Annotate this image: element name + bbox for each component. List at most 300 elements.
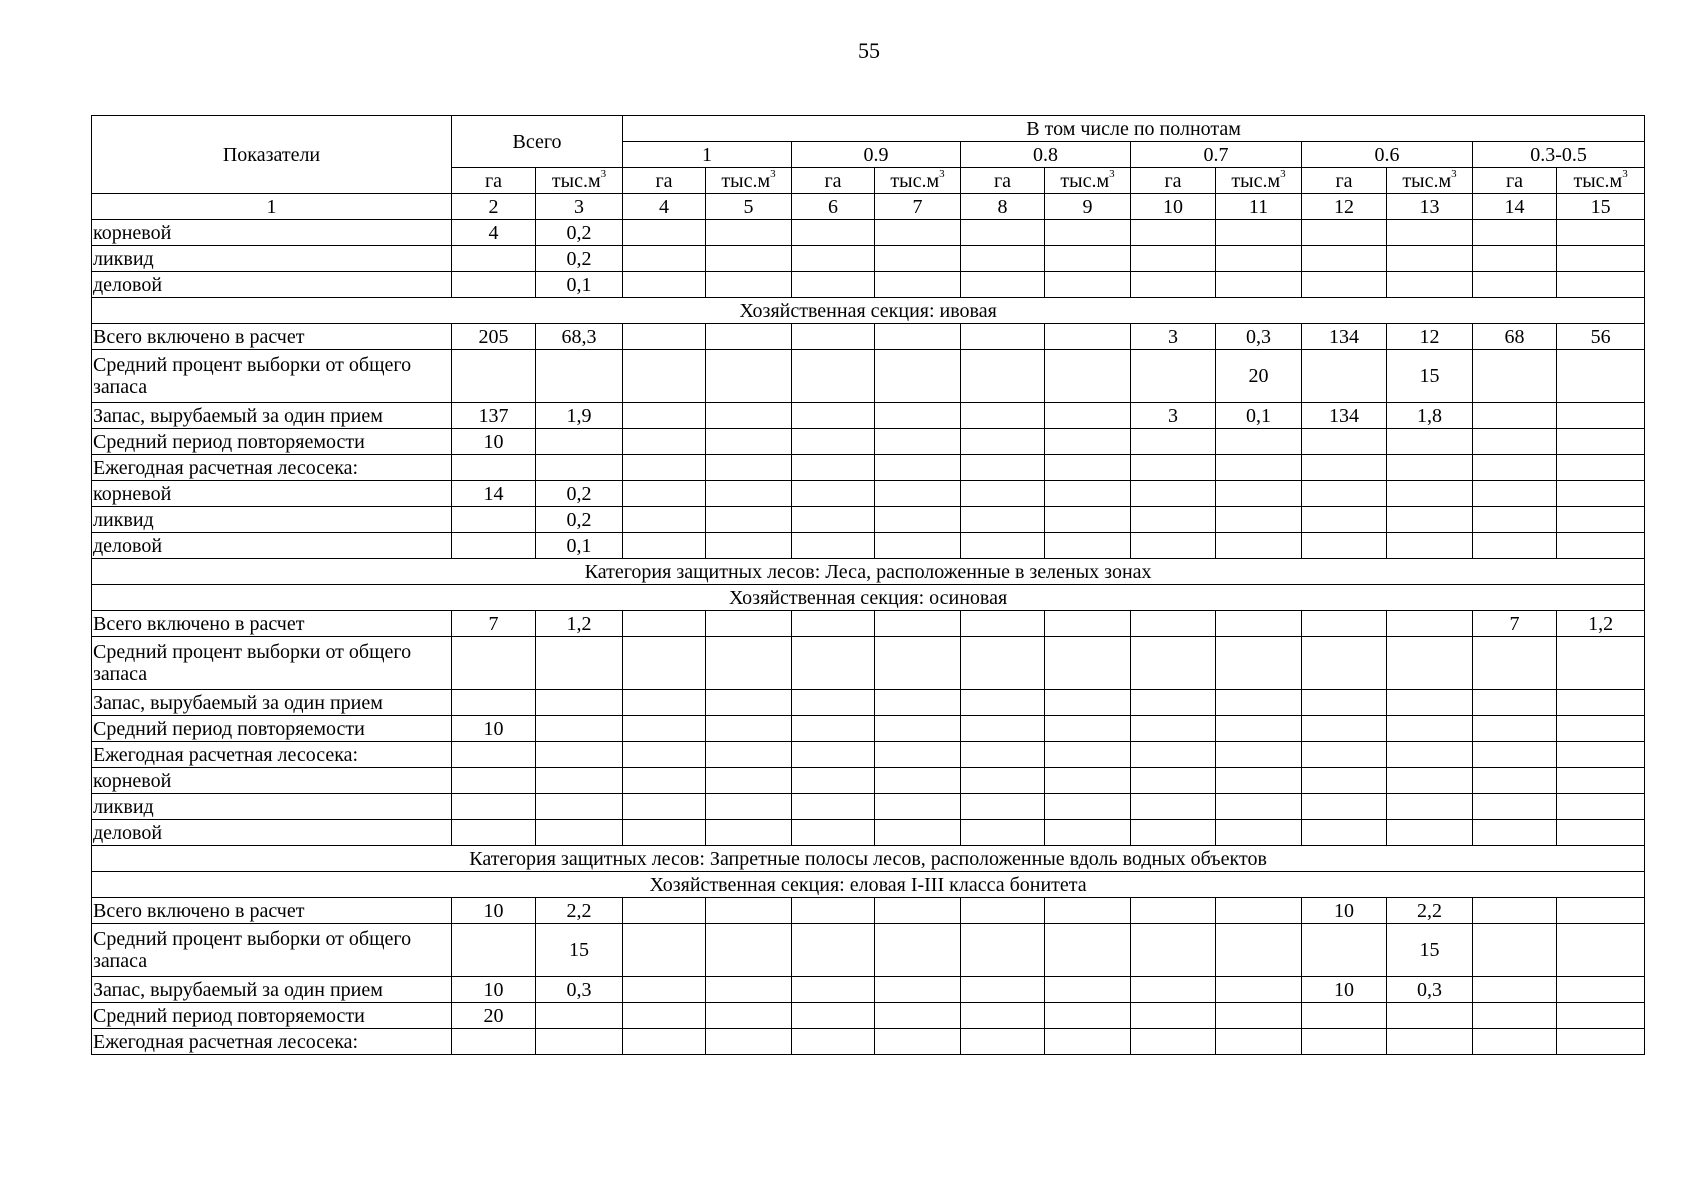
table-cell [1387,246,1473,272]
table-cell [961,794,1045,820]
section-row [92,846,1645,872]
table-cell [1473,246,1557,272]
table-cell [1473,403,1557,429]
section-title: Категория защитных лесов: Запретные полосы лесов, расположенные вдоль водных объектов [92,846,1645,872]
table-cell [706,324,792,350]
table-cell [706,820,792,846]
table-cell [1131,272,1216,298]
table-row [92,481,1645,507]
table-row [92,716,1645,742]
table-cell [452,637,536,690]
row-label: Ежегодная расчетная лесосека: [92,742,452,768]
column-number: 12 [1302,194,1387,220]
table-cell [1302,637,1387,690]
table-cell [961,455,1045,481]
table-cell [792,272,875,298]
row-label: Средний процент выборки от общего запаса [92,637,452,690]
table-cell [792,403,875,429]
header-density: 0.6 [1302,142,1473,168]
table-cell [792,977,875,1003]
table-cell [792,533,875,559]
table-cell [1216,429,1302,455]
table-cell [792,246,875,272]
table-cell [1387,481,1473,507]
column-number: 1 [92,194,452,220]
table-cell [1045,1029,1131,1055]
table-cell [1387,637,1473,690]
table-cell [875,1029,961,1055]
table-cell [1557,716,1645,742]
table-cell [1557,977,1645,1003]
unit-volume [536,168,623,194]
unit-volume-text: тыс.м [890,169,940,192]
table-cell [1131,690,1216,716]
table-cell [623,716,706,742]
table-cell: 1,8 [1387,403,1473,429]
table-cell [706,690,792,716]
table-cell [1473,924,1557,977]
table-cell [1216,220,1302,246]
table-cell [961,768,1045,794]
table-cell [1557,403,1645,429]
unit-volume-text: тыс.м [1060,169,1110,192]
table-cell: 15 [536,924,623,977]
table-row [92,324,1645,350]
table-cell [1216,1003,1302,1029]
table-cell [1387,690,1473,716]
table-cell [706,742,792,768]
unit-volume-exponent: 3 [939,167,945,180]
table-cell: 0,2 [536,220,623,246]
table-cell [1302,455,1387,481]
row-label: Ежегодная расчетная лесосека: [92,455,452,481]
table-cell [875,1003,961,1029]
table-cell [706,455,792,481]
table-cell: 14 [452,481,536,507]
section-row [92,872,1645,898]
table-cell [792,429,875,455]
table-cell [1302,820,1387,846]
column-number: 11 [1216,194,1302,220]
table-cell [1131,977,1216,1003]
table-cell [1045,898,1131,924]
table-cell [706,768,792,794]
table-cell [1131,533,1216,559]
table-cell [1216,1029,1302,1055]
table-cell [623,429,706,455]
table-row [92,690,1645,716]
table-cell [875,533,961,559]
table-cell [792,794,875,820]
row-label: Запас, вырубаемый за один прием [92,977,452,1003]
table-cell [875,768,961,794]
table-cell [1302,742,1387,768]
table-cell [706,977,792,1003]
table-cell: 137 [452,403,536,429]
table-row [92,768,1645,794]
header-density: 0.8 [961,142,1131,168]
table-cell [452,533,536,559]
table-cell [1045,429,1131,455]
table-cell [1557,924,1645,977]
table-cell [1216,455,1302,481]
table-cell [792,611,875,637]
column-numbers-row [92,194,1645,220]
column-number: 4 [623,194,706,220]
table-cell: 0,1 [536,272,623,298]
unit-volume-exponent: 3 [1280,167,1286,180]
table-cell [1557,742,1645,768]
table-cell [792,1003,875,1029]
table-cell [1131,768,1216,794]
table-header [92,116,1645,220]
table-row [92,429,1645,455]
table-cell [961,220,1045,246]
table-cell [706,429,792,455]
table-row [92,898,1645,924]
table-cell [1045,820,1131,846]
unit-volume-exponent: 3 [1109,167,1115,180]
table-cell [1045,977,1131,1003]
table-cell [1045,455,1131,481]
table-cell: 1,2 [536,611,623,637]
table-cell [452,350,536,403]
table-cell [1045,1003,1131,1029]
section-row [92,585,1645,611]
table-cell [1045,742,1131,768]
table-cell [623,455,706,481]
table-cell [536,455,623,481]
table-cell: 12 [1387,324,1473,350]
table-cell [875,429,961,455]
table-cell [1473,690,1557,716]
table-cell: 1,9 [536,403,623,429]
table-cell [623,611,706,637]
table-cell [1302,924,1387,977]
table-row [92,272,1645,298]
table-cell [623,1029,706,1055]
table-cell: 134 [1302,324,1387,350]
table-cell: 3 [1131,324,1216,350]
table-cell [961,924,1045,977]
row-label: деловой [92,272,452,298]
table-cell [1387,220,1473,246]
table-cell [1387,742,1473,768]
table-cell: 10 [452,977,536,1003]
table-cell [1216,690,1302,716]
column-number: 5 [706,194,792,220]
table-cell [1131,716,1216,742]
table-cell [875,820,961,846]
table-cell [1557,246,1645,272]
table-row [92,1003,1645,1029]
table-cell: 1,2 [1557,611,1645,637]
unit-volume [1045,168,1131,194]
table-cell [875,455,961,481]
table-cell [1302,1029,1387,1055]
table-cell [961,637,1045,690]
table-cell [1302,220,1387,246]
table-cell [1302,1003,1387,1029]
table-cell [623,272,706,298]
table-cell [961,246,1045,272]
column-number: 7 [875,194,961,220]
table-cell [536,637,623,690]
table-row [92,924,1645,977]
table-cell [536,768,623,794]
table-cell [623,481,706,507]
table-cell [1302,533,1387,559]
unit-ha: га [961,168,1045,194]
table-cell [623,220,706,246]
table-cell [706,220,792,246]
table-cell [961,690,1045,716]
table-cell: 10 [1302,977,1387,1003]
table-cell [706,1029,792,1055]
table-cell [1131,429,1216,455]
table-cell [623,1003,706,1029]
table-cell [1131,246,1216,272]
table-cell [623,794,706,820]
table-cell [706,637,792,690]
felling-table [91,115,1645,1055]
table-cell [1216,898,1302,924]
section-row [92,298,1645,324]
unit-ha: га [792,168,875,194]
table-cell [875,716,961,742]
table-cell [1557,481,1645,507]
table-cell [1557,272,1645,298]
unit-volume [1557,168,1645,194]
table-cell [1045,220,1131,246]
table-cell: 0,3 [1387,977,1473,1003]
unit-volume [706,168,792,194]
unit-volume-text: тыс.м [1231,169,1281,192]
table-cell: 0,2 [536,507,623,533]
table-cell [1473,507,1557,533]
table-cell [792,924,875,977]
table-cell [1216,533,1302,559]
table-cell [452,820,536,846]
table-cell [1387,1029,1473,1055]
table-cell [875,898,961,924]
unit-ha: га [1473,168,1557,194]
table-cell [536,742,623,768]
header-indicator: Показатели [92,116,452,194]
table-cell [1131,1003,1216,1029]
table-cell [1557,533,1645,559]
table-cell [961,533,1045,559]
table-cell [706,246,792,272]
table-cell [1387,768,1473,794]
table-cell [536,794,623,820]
unit-ha: га [623,168,706,194]
table-cell [706,272,792,298]
table-cell [706,716,792,742]
table-cell [875,690,961,716]
table-cell [1045,768,1131,794]
table-cell [1473,533,1557,559]
table-cell [1045,350,1131,403]
table-cell [1557,1029,1645,1055]
column-number: 9 [1045,194,1131,220]
row-label: Всего включено в расчет [92,898,452,924]
unit-volume-text: тыс.м [1573,169,1623,192]
table-cell [452,246,536,272]
table-cell [1131,637,1216,690]
unit-volume-exponent: 3 [600,167,607,180]
table-cell [623,768,706,794]
table-cell [875,324,961,350]
table-cell [1302,716,1387,742]
table-cell [623,924,706,977]
column-number: 10 [1131,194,1216,220]
table-cell: 2,2 [536,898,623,924]
table-cell [452,690,536,716]
table-cell: 7 [1473,611,1557,637]
table-cell [792,820,875,846]
row-label: корневой [92,220,452,246]
table-cell [875,507,961,533]
table-cell [536,350,623,403]
table-cell [875,481,961,507]
table-cell [1387,507,1473,533]
table-cell [1216,716,1302,742]
table-cell [961,977,1045,1003]
table-cell: 20 [1216,350,1302,403]
table-row [92,637,1645,690]
table-cell [1473,742,1557,768]
table-cell [875,794,961,820]
table-cell [1131,507,1216,533]
table-cell [706,924,792,977]
table-cell [623,403,706,429]
table-cell [792,690,875,716]
table-cell [1473,455,1557,481]
unit-ha: га [1131,168,1216,194]
column-number: 8 [961,194,1045,220]
table-cell [1557,794,1645,820]
table-cell [706,481,792,507]
section-title: Хозяйственная секция: осиновая [92,585,1645,611]
header-density: 0.9 [792,142,961,168]
header-by-density: В том числе по полнотам [623,116,1645,142]
table-cell [961,898,1045,924]
table-cell [1473,898,1557,924]
table-cell [1473,350,1557,403]
page-number: 55 [858,38,880,63]
table-cell [792,742,875,768]
row-label: Всего включено в расчет [92,324,452,350]
table-cell [1302,794,1387,820]
table-row [92,611,1645,637]
table-cell [792,1029,875,1055]
table-row [92,977,1645,1003]
table-cell [1131,220,1216,246]
table-cell [875,272,961,298]
table-cell [1557,768,1645,794]
table-row [92,220,1645,246]
table-cell: 4 [452,220,536,246]
table-cell [1045,611,1131,637]
table-cell [792,350,875,403]
section-title: Хозяйственная секция: еловая I-III класса бонитета [92,872,1645,898]
table-cell [536,1003,623,1029]
table-row [92,820,1645,846]
section-row [92,559,1645,585]
table-cell [792,507,875,533]
table-cell [1302,690,1387,716]
table-cell [706,794,792,820]
table-cell [1473,768,1557,794]
table-cell [1302,507,1387,533]
table-row [92,794,1645,820]
table-cell [1045,481,1131,507]
table-cell [1302,481,1387,507]
table-cell [1045,403,1131,429]
table-cell [1045,272,1131,298]
unit-volume-exponent: 3 [1451,167,1457,180]
column-number: 14 [1473,194,1557,220]
row-label: Всего включено в расчет [92,611,452,637]
row-label: корневой [92,768,452,794]
unit-volume-text: тыс.м [1402,169,1452,192]
table-cell [961,324,1045,350]
table-cell [536,716,623,742]
section-title: Категория защитных лесов: Леса, расположенные в зеленых зонах [92,559,1645,585]
table-cell [1557,898,1645,924]
header-density: 0.7 [1131,142,1302,168]
table-cell [1387,716,1473,742]
table-cell [1216,924,1302,977]
table-cell [875,403,961,429]
table-cell [1473,429,1557,455]
table-cell [1131,898,1216,924]
table-cell: 10 [452,429,536,455]
column-number: 3 [536,194,623,220]
table-cell [1216,507,1302,533]
table-cell [1045,716,1131,742]
row-label: Ежегодная расчетная лесосека: [92,1029,452,1055]
unit-volume [875,168,961,194]
row-label: Средний период повторяемости [92,429,452,455]
table-cell [792,324,875,350]
table-cell [706,533,792,559]
table-cell [452,272,536,298]
row-label: Средний процент выборки от общего запаса [92,350,452,403]
column-number: 2 [452,194,536,220]
table-cell [1557,455,1645,481]
unit-volume [1216,168,1302,194]
table-cell [1557,507,1645,533]
table-row [92,403,1645,429]
table-cell [623,324,706,350]
table-row [92,1029,1645,1055]
table-cell [1473,220,1557,246]
table-cell [961,1029,1045,1055]
table-cell [623,690,706,716]
table-row [92,742,1645,768]
table-cell [1557,1003,1645,1029]
table-cell [536,1029,623,1055]
table-cell: 0,2 [536,246,623,272]
table-cell [1216,246,1302,272]
table-cell [961,507,1045,533]
table-cell: 0,3 [1216,324,1302,350]
table-cell: 7 [452,611,536,637]
table-body [92,220,1645,1055]
table-cell: 0,1 [536,533,623,559]
